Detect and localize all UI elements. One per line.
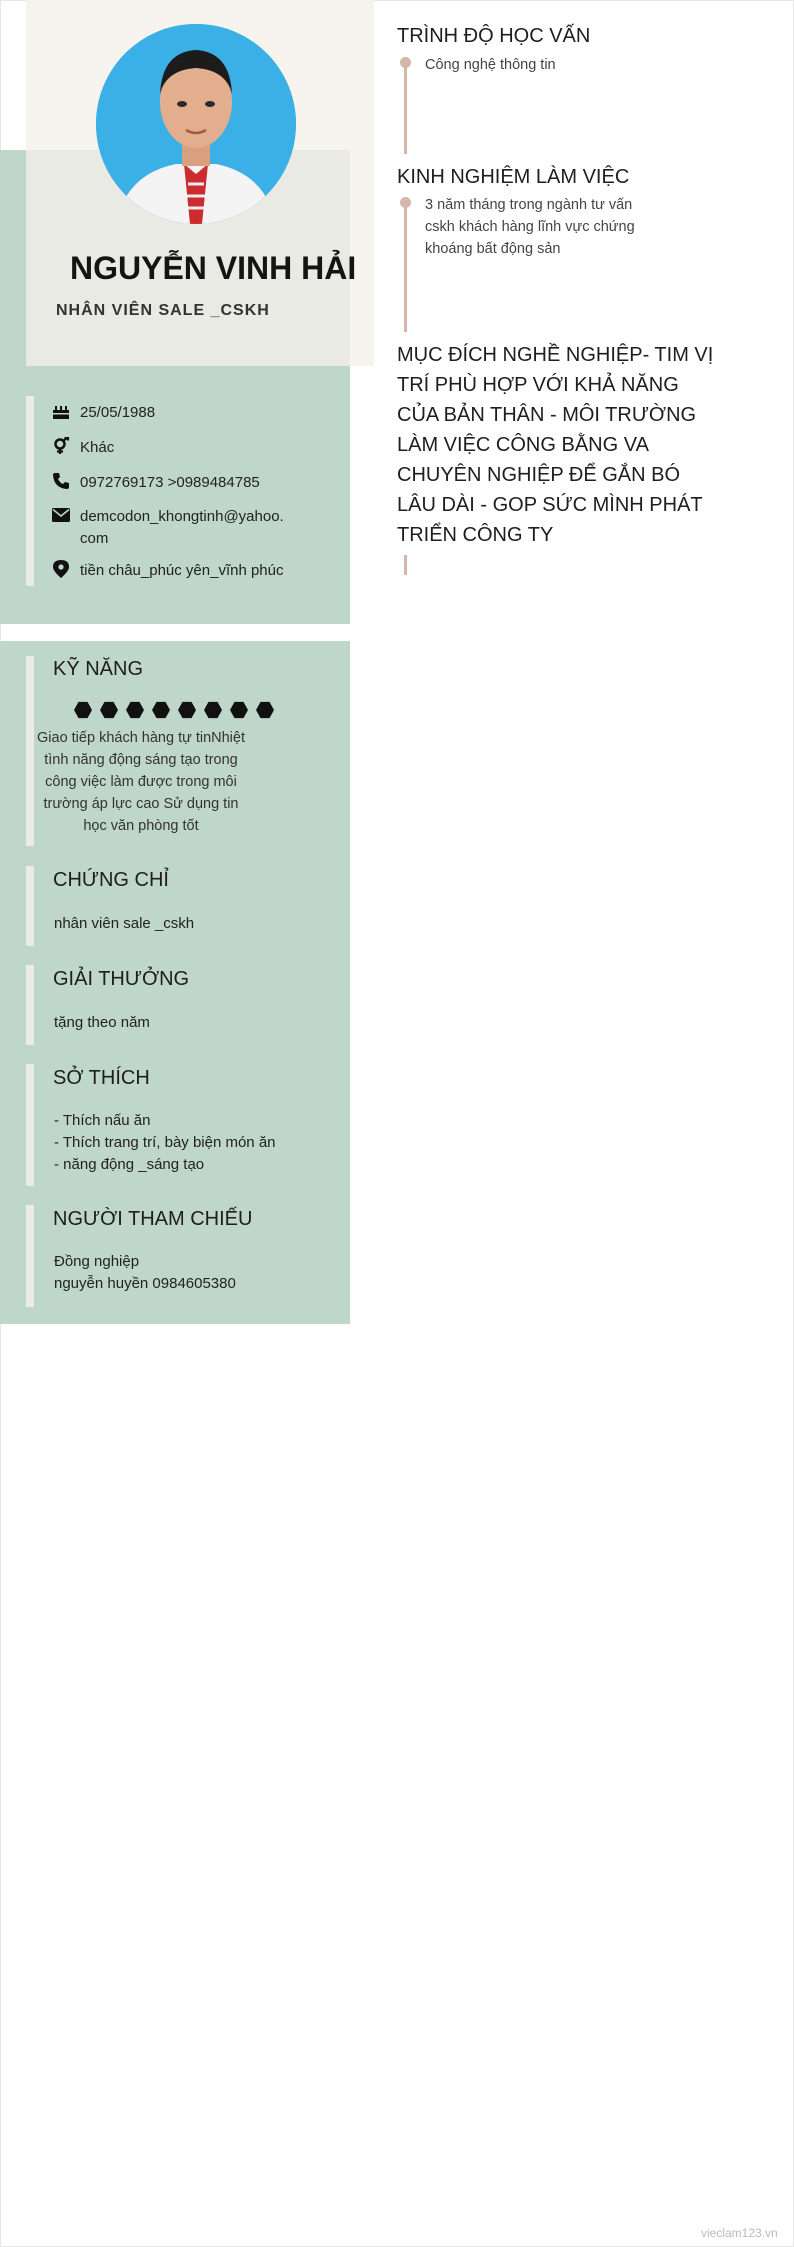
birthday-value: 25/05/1988 bbox=[80, 404, 156, 421]
rating-hexagon bbox=[230, 701, 248, 719]
contact-birthday bbox=[52, 402, 290, 424]
skills-title: KỸ NĂNG bbox=[53, 658, 144, 680]
timeline-line bbox=[404, 202, 407, 332]
contact-accent-bar bbox=[26, 396, 34, 586]
awards-text: tặng theo năm bbox=[54, 1014, 150, 1031]
skills-accent-bar bbox=[26, 656, 34, 846]
experience-title: KINH NGHIỆM LÀM VIỆC bbox=[397, 166, 630, 188]
experience-line: cskh khách hàng lĩnh vực chứng bbox=[425, 219, 635, 235]
career-objective: MỤC ĐÍCH NGHỀ NGHIỆP- TIM VỊ TRÍ PHÙ HỢP VỚI KHẢ NĂNG CỦA BẢN THÂN - MÔI TRƯỜNG LÀM VIỆC CÔNG BẰNG VA CHUYÊN NGHIỆP ĐỂ GẮN BÓ LÂU DÀI - GOP SỨC MÌNH PHÁT TRIỂN CÔNG TY bbox=[397, 344, 714, 546]
certificates-accent-bar bbox=[26, 866, 34, 946]
rating-hexagon bbox=[74, 701, 92, 719]
mail-icon bbox=[52, 506, 70, 524]
gender-value: Khác bbox=[80, 439, 115, 456]
rating-hexagon bbox=[126, 701, 144, 719]
rating-hexagon bbox=[100, 701, 118, 719]
reference-line: Đồng nghiệp bbox=[54, 1253, 140, 1270]
certificates-title: CHỨNG CHỈ bbox=[53, 869, 169, 891]
contact-email bbox=[52, 506, 290, 550]
phone-value: 0972769173 >0989484785 bbox=[80, 474, 260, 491]
portrait-photo bbox=[96, 24, 296, 224]
avatar bbox=[96, 24, 296, 224]
hobby-item: - năng động _sáng tạo bbox=[54, 1156, 205, 1173]
address-value: tiền châu_phúc yên_vĩnh phúc bbox=[80, 562, 284, 579]
rating-hexagon bbox=[178, 701, 196, 719]
email-value: demcodon_khongtinh@yahoo. com bbox=[80, 508, 284, 547]
education-text: Công nghệ thông tin bbox=[425, 57, 556, 73]
timeline-line bbox=[404, 62, 407, 154]
skills-text: Giao tiếp khách hàng tự tinNhiệt tình năng động sáng tạo trong công việc làm được trong môi trường áp lực cao Sử dụng tin học văn phòng tốt bbox=[37, 730, 245, 834]
phone-icon bbox=[52, 472, 70, 490]
skill-rating bbox=[74, 701, 274, 719]
awards-title: GIẢI THƯỞNG bbox=[53, 968, 190, 990]
hobby-item: - Thích nấu ăn bbox=[54, 1112, 151, 1129]
full-name: NGUYỄN VINH HẢI bbox=[70, 250, 357, 286]
timeline-line bbox=[404, 555, 407, 575]
contact-gender bbox=[52, 437, 290, 459]
hobbies-title: SỞ THÍCH bbox=[53, 1067, 150, 1089]
rating-hexagon bbox=[204, 701, 222, 719]
references-accent-bar bbox=[26, 1205, 34, 1307]
rating-hexagon bbox=[152, 701, 170, 719]
job-title: NHÂN VIÊN SALE _CSKH bbox=[56, 302, 270, 319]
location-pin-icon bbox=[52, 560, 70, 578]
hobby-item: - Thích trang trí, bày biện món ăn bbox=[54, 1134, 276, 1151]
references-list bbox=[54, 1251, 236, 1295]
hobbies-accent-bar bbox=[26, 1064, 34, 1186]
reference-line: nguyễn huyền 0984605380 bbox=[54, 1275, 236, 1292]
awards-accent-bar bbox=[26, 965, 34, 1045]
contact-address bbox=[52, 560, 290, 582]
contact-phone bbox=[52, 472, 290, 494]
references-title: NGƯỜI THAM CHIẾU bbox=[53, 1208, 253, 1230]
watermark: vieclam123.vn bbox=[701, 2226, 778, 2240]
certificates-text: nhân viên sale _cskh bbox=[54, 915, 195, 932]
rating-hexagon bbox=[256, 701, 274, 719]
education-title: TRÌNH ĐỘ HỌC VẤN bbox=[397, 25, 591, 47]
experience-line: 3 năm tháng trong ngành tư vấn bbox=[425, 197, 633, 213]
gender-icon bbox=[52, 437, 70, 455]
experience-text bbox=[425, 194, 635, 260]
experience-line: khoáng bất động sản bbox=[425, 241, 561, 257]
cake-icon bbox=[52, 402, 70, 420]
hobbies-list bbox=[54, 1110, 276, 1176]
